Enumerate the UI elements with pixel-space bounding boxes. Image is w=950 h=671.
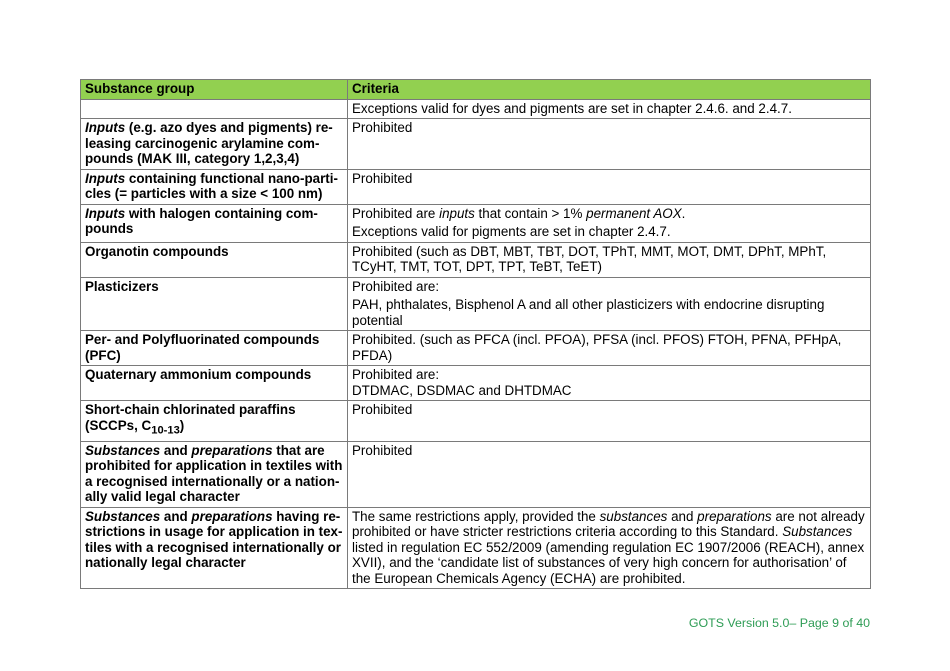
header-substance-group: Substance group [81,80,348,100]
criteria-cell [348,99,871,119]
criteria-paragraph: Prohibited [352,402,413,417]
table-row [81,99,871,119]
table-row [81,277,871,331]
criteria-cell [348,242,871,277]
criteria-paragraph: Prohibited (such as DBT, MBT, TBT, DOT, TPhT, MMT, MOT, DMT, DPhT, MPhT, TCyHT, TMT, TOT, DPT, TPT, TeBT, TeET) [352,243,827,274]
criteria-cell [348,169,871,204]
criteria-paragraph: Prohibited. (such as PFCA (incl. PFOA), PFSA (incl. PFOS) FTOH, PFNA, PFHpA, PFDA) [352,332,842,363]
table-row [81,441,871,507]
criteria-cell [348,277,871,331]
substance-group-cell: Per- and Polyfluorinated compounds (PFC) [81,331,348,366]
substance-group-cell: Inputs (e.g. azo dyes and pigments) re- leasing carcinogenic arylamine com- pounds (MAK III, category 1,2,3,4) [81,119,348,170]
criteria-cell [348,204,871,242]
substance-group-cell: Substances and preparations that are prohibited for application in textiles with a recognised internationally or a nation- ally valid legal character [81,441,348,507]
table-row [81,119,871,170]
criteria-paragraph: Exceptions valid for dyes and pigments are set in chapter 2.4.6. and 2.4.7. [352,100,792,116]
table-row [81,331,871,366]
substance-group-cell: Inputs with halogen containing com- pounds [81,204,348,242]
criteria-cell [348,507,871,589]
substance-group-cell [81,99,348,119]
criteria-paragraph: PAH, phthalates, Bisphenol A and all other plasticizers with endocrine disrupting potential [352,297,825,328]
table-row [81,366,871,401]
substance-group-cell: Plasticizers [81,277,348,331]
substance-group-cell: Organotin compounds [81,242,348,277]
criteria-paragraph: Exceptions valid for pigments are set in chapter 2.4.7. [352,224,671,239]
page-footer: GOTS Version 5.0– Page 9 of 40 [688,616,870,630]
criteria-paragraph: Prohibited are: [352,278,440,294]
substance-group-cell: Inputs containing functional nano-parti- cles (= particles with a size < 100 nm) [81,169,348,204]
table-row [81,507,871,589]
criteria-paragraph: Prohibited are: DTDMAC, DSDMAC and DHTDMAC [352,367,572,398]
criteria-cell [348,366,871,401]
substance-group-cell: Substances and preparations having re- strictions in usage for application in tex- tiles with a recognised internationally or nationally legal character [81,507,348,589]
substance-group-cell: Quaternary ammonium compounds [81,366,348,401]
criteria-cell [348,401,871,442]
criteria-paragraph: Prohibited [352,120,413,135]
criteria-paragraph: Prohibited [352,442,413,458]
criteria-paragraph: The same restrictions apply, provided the substances and preparations are not already prohibited or have stricter restrictions criteria according to this Standard. Substances listed in regulation EC 552/2009 (amending regulation EC 1907/2006 (REACH), annex XVII), and the ‘candidate list of substances of very high concern for authorisation’ of the European Chemicals Agency (ECHA) are prohibited. [352,508,865,586]
criteria-cell [348,331,871,366]
criteria-paragraph: Prohibited [352,170,413,186]
criteria-paragraph: Prohibited are inputs that contain > 1% permanent AOX. [352,205,686,221]
table-header-row [81,80,871,100]
table-row [81,401,871,442]
header-criteria: Criteria [348,80,871,100]
table-row [81,242,871,277]
substance-criteria-table [80,79,871,589]
criteria-cell [348,441,871,507]
table-row [81,204,871,242]
criteria-cell [348,119,871,170]
substance-group-cell: Short-chain chlorinated paraffins (SCCPs, $C_{10-13}$) [81,401,348,442]
table-row [81,169,871,204]
